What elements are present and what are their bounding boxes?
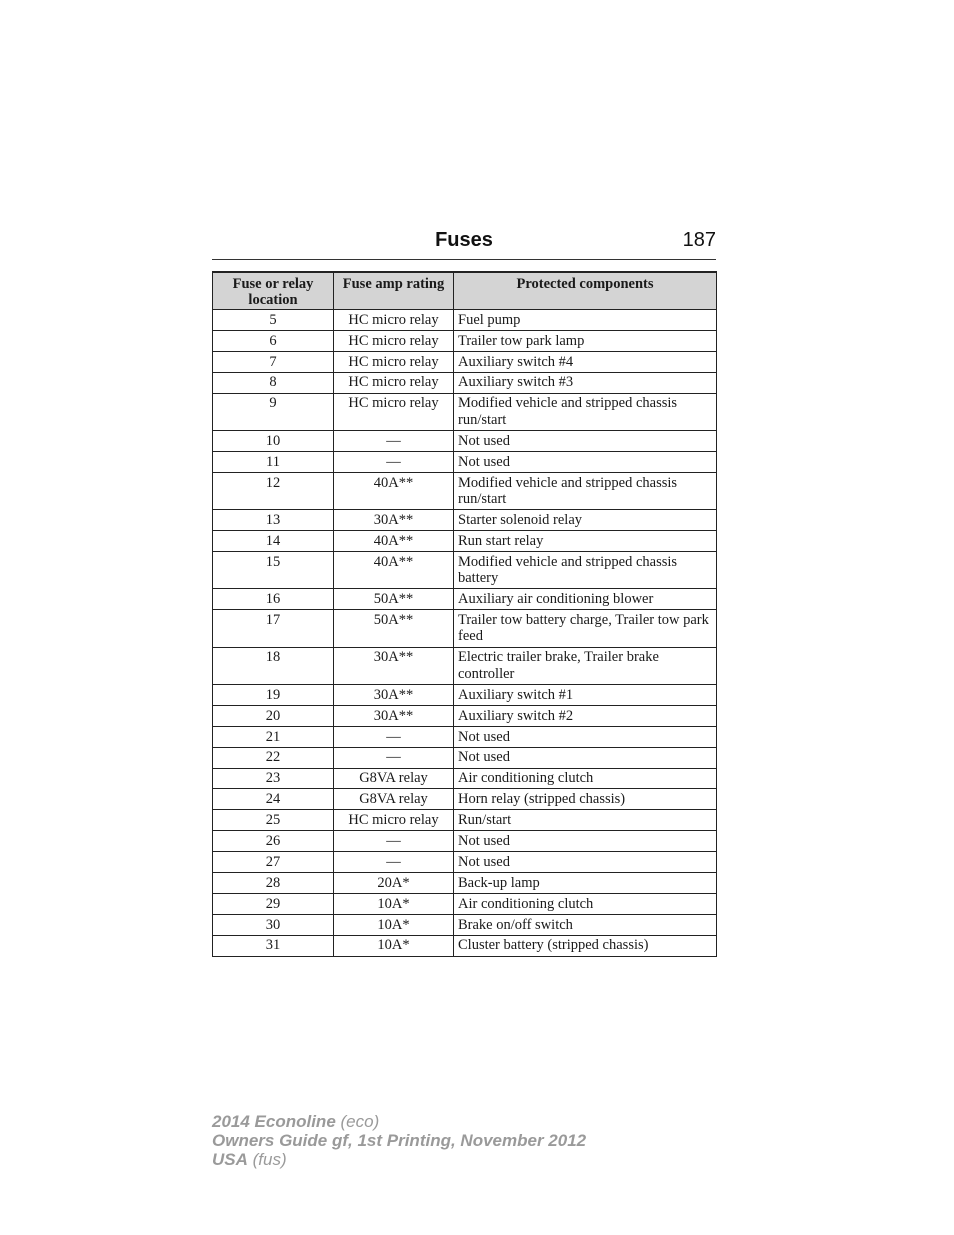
table-row <box>213 430 717 451</box>
table-row <box>213 747 717 768</box>
cell-rating: HC micro relay <box>334 330 454 351</box>
cell-components: Starter solenoid relay <box>454 510 717 531</box>
cell-location: 26 <box>213 831 334 852</box>
cell-location: 8 <box>213 372 334 393</box>
table-body <box>213 310 717 957</box>
cell-location: 25 <box>213 810 334 831</box>
table-row <box>213 831 717 852</box>
table-row <box>213 647 717 684</box>
cell-rating: — <box>334 852 454 873</box>
cell-components: Auxiliary switch #3 <box>454 372 717 393</box>
cell-rating: 10A* <box>334 935 454 956</box>
table-row <box>213 893 717 914</box>
cell-location: 29 <box>213 893 334 914</box>
table-row <box>213 551 717 588</box>
column-header-rating: Fuse amp rating <box>334 272 454 310</box>
cell-components: Auxiliary switch #2 <box>454 705 717 726</box>
cell-location: 15 <box>213 551 334 588</box>
cell-rating: 20A* <box>334 872 454 893</box>
cell-components: Auxiliary switch #1 <box>454 684 717 705</box>
table-row <box>213 310 717 331</box>
table-row <box>213 510 717 531</box>
fuse-table <box>212 271 717 957</box>
footer-printing: Owners Guide gf, 1st Printing, November 2012 <box>212 1131 587 1150</box>
cell-rating: 30A** <box>334 705 454 726</box>
cell-components: Not used <box>454 831 717 852</box>
cell-location: 18 <box>213 647 334 684</box>
table-row <box>213 726 717 747</box>
cell-rating: — <box>334 831 454 852</box>
cell-components: Modified vehicle and stripped chassis run/start <box>454 393 717 430</box>
cell-components: Trailer tow park lamp <box>454 330 717 351</box>
cell-location: 5 <box>213 310 334 331</box>
cell-rating: 10A* <box>334 914 454 935</box>
cell-components: Not used <box>454 430 717 451</box>
footer-line-3 <box>212 1150 586 1169</box>
cell-rating: 50A** <box>334 610 454 647</box>
cell-location: 28 <box>213 872 334 893</box>
cell-rating: — <box>334 747 454 768</box>
cell-components: Not used <box>454 747 717 768</box>
cell-rating: 50A** <box>334 589 454 610</box>
cell-rating: HC micro relay <box>334 810 454 831</box>
cell-rating: — <box>334 430 454 451</box>
footer-model: 2014 Econoline <box>212 1112 336 1131</box>
table-header-row <box>213 272 717 310</box>
table-row <box>213 705 717 726</box>
cell-location: 7 <box>213 351 334 372</box>
cell-components: Trailer tow battery charge, Trailer tow park feed <box>454 610 717 647</box>
cell-rating: 30A** <box>334 510 454 531</box>
table-row <box>213 351 717 372</box>
cell-rating: 40A** <box>334 531 454 552</box>
table-row <box>213 935 717 956</box>
cell-location: 16 <box>213 589 334 610</box>
cell-components: Back-up lamp <box>454 872 717 893</box>
footer-market-code: (fus) <box>247 1150 287 1169</box>
cell-location: 23 <box>213 768 334 789</box>
cell-location: 9 <box>213 393 334 430</box>
cell-location: 20 <box>213 705 334 726</box>
footer-line-2 <box>212 1131 586 1150</box>
cell-rating: — <box>334 451 454 472</box>
cell-location: 10 <box>213 430 334 451</box>
cell-rating: 40A** <box>334 472 454 509</box>
cell-location: 19 <box>213 684 334 705</box>
cell-rating: 30A** <box>334 684 454 705</box>
cell-components: Horn relay (stripped chassis) <box>454 789 717 810</box>
table-row <box>213 393 717 430</box>
cell-rating: — <box>334 726 454 747</box>
cell-location: 24 <box>213 789 334 810</box>
cell-location: 13 <box>213 510 334 531</box>
cell-location: 30 <box>213 914 334 935</box>
table-row <box>213 914 717 935</box>
table-row <box>213 330 717 351</box>
cell-location: 27 <box>213 852 334 873</box>
cell-location: 12 <box>213 472 334 509</box>
table-row <box>213 610 717 647</box>
cell-rating: 40A** <box>334 551 454 588</box>
table-row <box>213 372 717 393</box>
cell-location: 14 <box>213 531 334 552</box>
cell-components: Modified vehicle and stripped chassis run/start <box>454 472 717 509</box>
cell-components: Modified vehicle and stripped chassis battery <box>454 551 717 588</box>
cell-components: Auxiliary switch #4 <box>454 351 717 372</box>
page-footer <box>212 1112 586 1169</box>
cell-rating: G8VA relay <box>334 789 454 810</box>
cell-rating: G8VA relay <box>334 768 454 789</box>
cell-components: Air conditioning clutch <box>454 893 717 914</box>
cell-components: Auxiliary air conditioning blower <box>454 589 717 610</box>
cell-components: Not used <box>454 726 717 747</box>
cell-rating: HC micro relay <box>334 351 454 372</box>
cell-location: 21 <box>213 726 334 747</box>
cell-components: Air conditioning clutch <box>454 768 717 789</box>
cell-rating: 10A* <box>334 893 454 914</box>
section-title: Fuses <box>435 229 493 251</box>
cell-location: 17 <box>213 610 334 647</box>
table-row <box>213 589 717 610</box>
cell-rating: HC micro relay <box>334 310 454 331</box>
cell-components: Not used <box>454 852 717 873</box>
cell-location: 11 <box>213 451 334 472</box>
cell-components: Fuel pump <box>454 310 717 331</box>
footer-market: USA <box>212 1150 248 1169</box>
cell-components: Not used <box>454 451 717 472</box>
cell-components: Run start relay <box>454 531 717 552</box>
column-header-components: Protected components <box>454 272 717 310</box>
cell-components: Cluster battery (stripped chassis) <box>454 935 717 956</box>
column-header-location: Fuse or relay location <box>213 272 334 310</box>
footer-line-1 <box>212 1112 586 1131</box>
table-row <box>213 768 717 789</box>
cell-rating: HC micro relay <box>334 393 454 430</box>
table-row <box>213 451 717 472</box>
cell-rating: 30A** <box>334 647 454 684</box>
cell-components: Run/start <box>454 810 717 831</box>
cell-location: 22 <box>213 747 334 768</box>
cell-location: 31 <box>213 935 334 956</box>
cell-location: 6 <box>213 330 334 351</box>
cell-rating: HC micro relay <box>334 372 454 393</box>
table-row <box>213 872 717 893</box>
table-row <box>213 852 717 873</box>
cell-components: Brake on/off switch <box>454 914 717 935</box>
table-row <box>213 684 717 705</box>
table-row <box>213 472 717 509</box>
footer-model-code: (eco) <box>335 1112 380 1131</box>
table-row <box>213 810 717 831</box>
page-number: 187 <box>682 229 716 251</box>
table-row <box>213 531 717 552</box>
cell-components: Electric trailer brake, Trailer brake controller <box>454 647 717 684</box>
page-header <box>212 229 716 260</box>
table-row <box>213 789 717 810</box>
